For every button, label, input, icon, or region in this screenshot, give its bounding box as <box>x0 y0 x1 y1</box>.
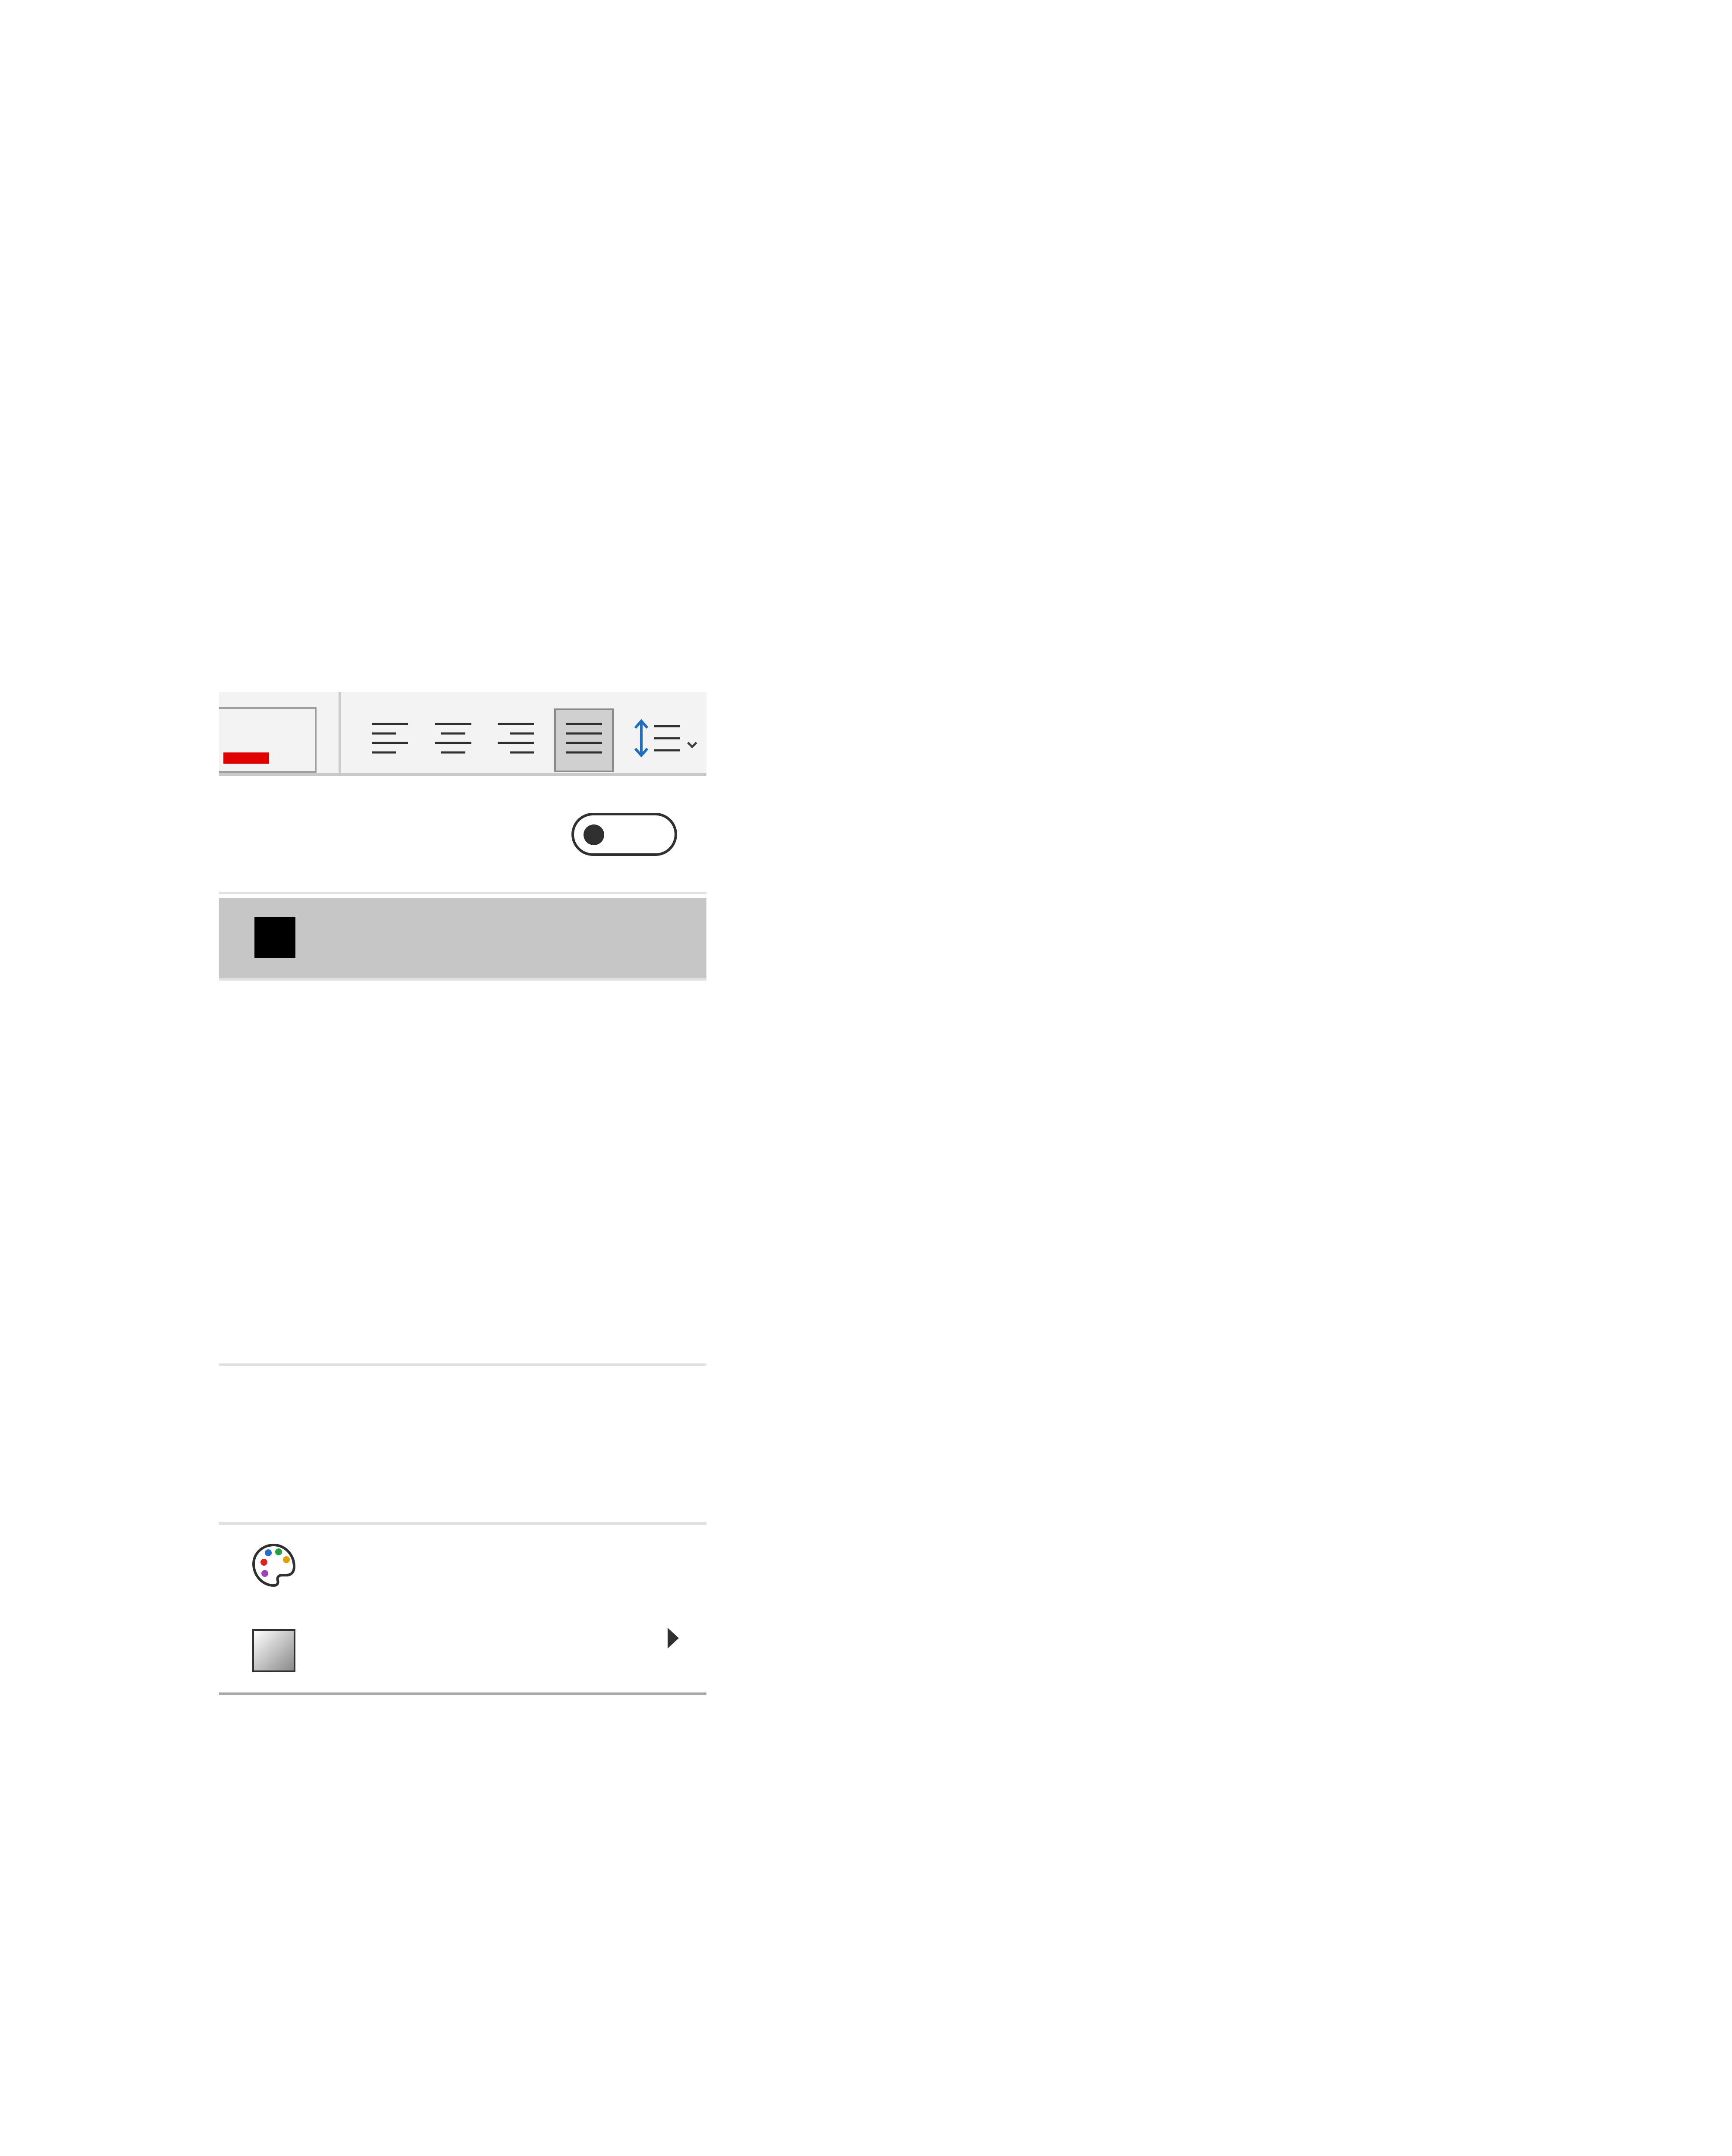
menu-bottom-border <box>219 1692 706 1695</box>
font-color-bar <box>223 752 269 764</box>
menu-divider <box>219 978 706 981</box>
ribbon-group-separator <box>339 692 341 774</box>
high-contrast-toggle[interactable] <box>571 813 677 856</box>
warning-paragraph <box>175 468 1559 520</box>
menu-divider <box>219 1363 706 1366</box>
example-paragraph <box>730 805 1559 861</box>
submenu-arrow-icon <box>668 1628 679 1648</box>
automatic-color-swatch <box>254 917 295 958</box>
intro-paragraph <box>175 341 1559 393</box>
menu-divider <box>219 1522 706 1525</box>
ribbon-divider <box>219 773 706 776</box>
justify-icon <box>564 719 604 758</box>
menu-divider <box>219 892 706 894</box>
palette-icon <box>250 1542 298 1589</box>
line-spacing-icon[interactable] <box>632 717 705 760</box>
gradient-icon <box>252 1629 295 1672</box>
toggle-knob <box>584 824 604 845</box>
align-left-icon[interactable] <box>370 719 410 758</box>
align-center-icon[interactable] <box>433 719 473 758</box>
align-right-icon[interactable] <box>496 719 536 758</box>
